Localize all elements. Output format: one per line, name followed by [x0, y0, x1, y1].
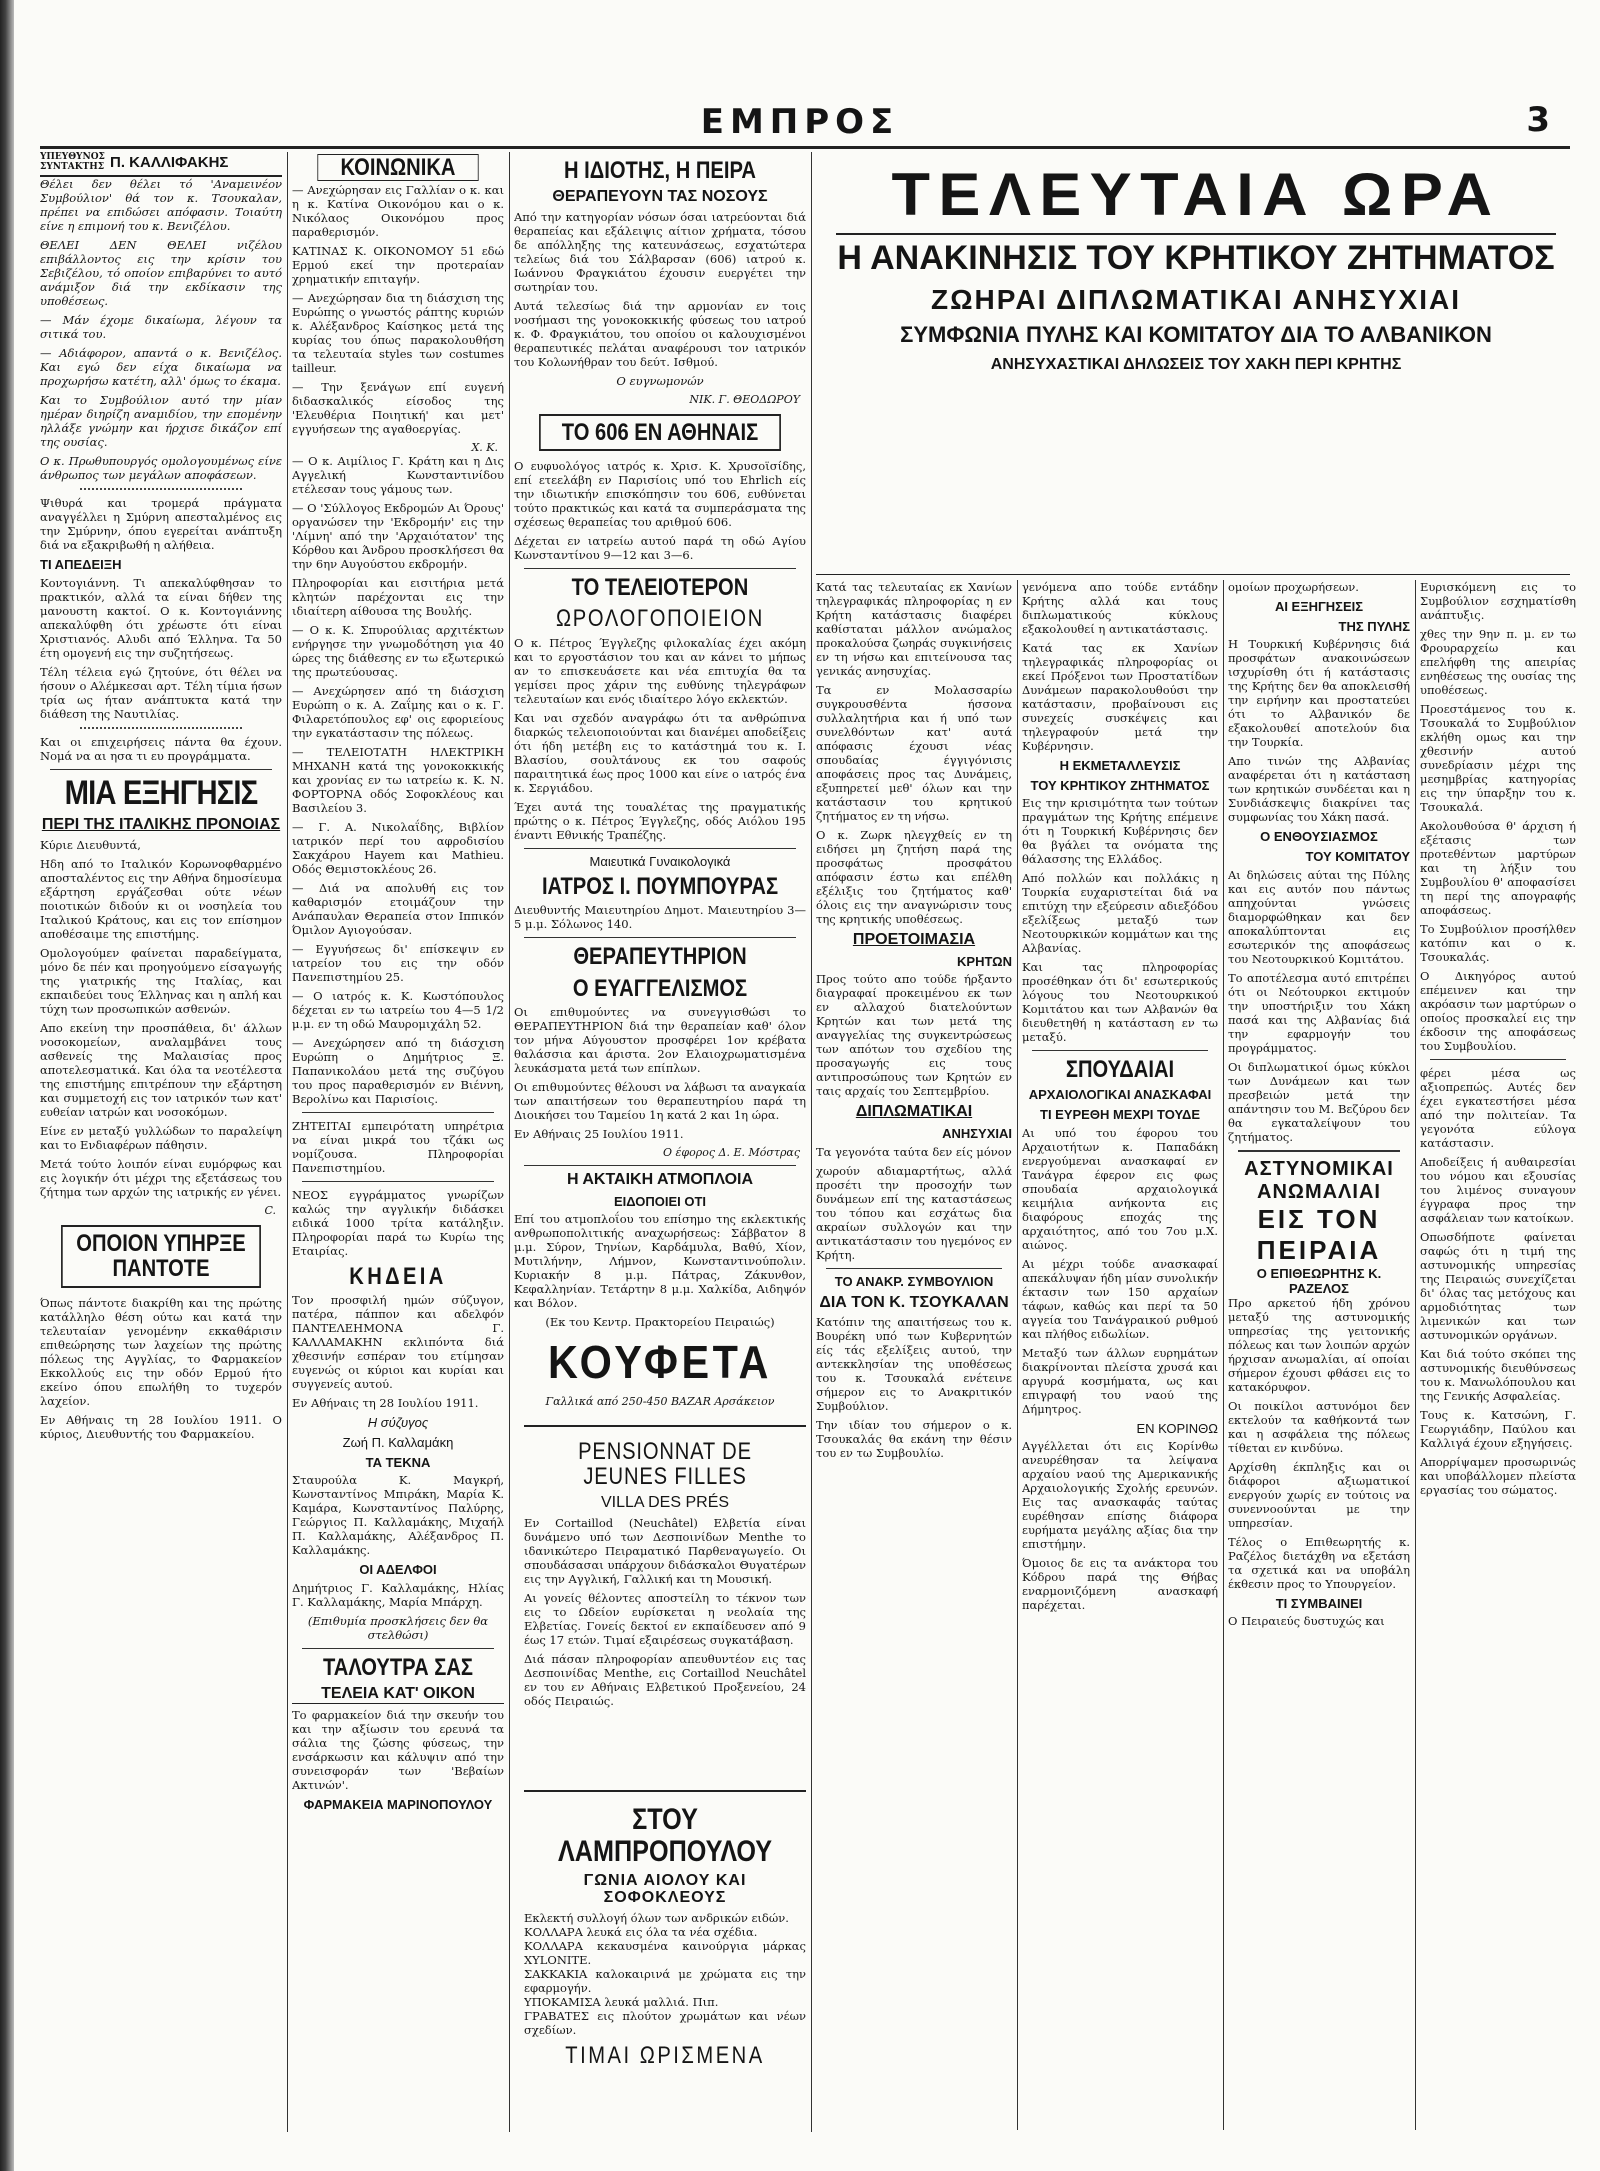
paragraph: — Ανεχώρησεν από τη διάσχιση Ευρώπη ο κ. Α. Ζαΐμης και ο κ. Γ. Φιλαρετόπουλος εφ' οις εφοριείους την εγκατάστασιν της πόλεως. — [292, 684, 504, 741]
paragraph: Κατόπιν της απαιτήσεως του κ. Βουρέκη υπό των Κυβερνητών είς τάς εξελίξεις αυτού, την αντεκκλησίαν της υποθέσεως του κ. Τσουκαλά ενέτεινε σήμερον εις το Ανακριτικόν Συμβούλιον. — [816, 1315, 1012, 1414]
paragraph: ΘΕΛΕΙ ΔΕΝ ΘΕΛΕΙ νιζέλου επιβάλλοντος εις την κρίσιν του Σεβιζέλου, τό οποίον επιβαρύνει το αυτό ανάμιξον διά την εκδίκασιν της υποθέσεως. — [40, 238, 282, 308]
paragraph: — Διά να απολυθή εις τον καθαρισμόν ετοιμάζουν την Ανάπαυλαν Θεραπεία στον Ιππικόν Όμιλον Αγιογούσαν. — [292, 881, 504, 938]
masthead — [30, 100, 1570, 146]
paragraph: Διά πάσαν πληροφορίαν απευθυντέον εις τας Δεσποινίδας Menthe, εις Cortaillod Neuchâtel εν του εν Αθήναις Ελβετικού Προξενείου, 24 οδός Πειραιώς. — [524, 1652, 806, 1709]
headline-enthusiasm: Ο ΕΝΘΟΥΣΙΑΣΜΟΣ — [1260, 829, 1378, 845]
signature: C. — [264, 1204, 276, 1218]
column-medical — [514, 152, 806, 1417]
pharmacy-name: ΦΑΡΜΑΚΕΙΑ ΜΑΡΙΝΟΠΟΥΛΟΥ — [303, 1796, 493, 1812]
paragraph: Τα γεγονότα ταύτα δεν είς μόνον — [816, 1144, 1012, 1159]
paragraph: — Ο κ. Κ. Σπυρούλιας αρχιτέκτων ενήργησε την γνωμοδότηση για 40 ώρες της διάθεσης εν τω εξωτερικώ της πρωτεύουσας. — [292, 623, 504, 680]
paragraph: Ηδη από το Ιταλικόν Κορωνοφθαρμένο αποσταλέντος εις την Αθήνα δημοσίευμα εξάρτηση εργάζεσθαι ούτε νέων ποιοτικών διδούν κι οι νοσηλεία του Ιταλικού Κράτους, και εις τον επίσημον αποθέσαιμε της επιστήμης. — [40, 857, 282, 942]
lead-subheadline: ΖΩΗΡΑΙ ΔΙΠΛΩΜΑΤΙΚΑΙ ΑΝΗΣΥΧΙΑΙ — [930, 284, 1462, 315]
label-children: ΤΑ ΤΕΚΝΑ — [365, 1454, 431, 1470]
paragraph: Αι μέχρι τούδε ανασκαφαί απεκάλυψαν ήδη μίαν συνολικήν έκτασιν των 150 αρχαίων τάφων, καθώς και περί τα 50 αγγεία του Τανάγραικού ρυθμού και πλήθος ειδωλίων. — [1022, 1256, 1218, 1341]
separator — [50, 769, 272, 770]
lead-column-2 — [1022, 580, 1218, 2130]
paragraph: Το αποτέλεσμα αυτό επιτρέπει ότι οι Νεότουρκοι εκτιμούν την υποστήριξιν του Χάκη πασά και της Αλβανίας διά την εφαρμογήν του προγράμματος. — [1228, 970, 1410, 1055]
paragraph: Και διά τούτο σκόπει της αστυνομικής διευθύνσεως του κ. Μανωλόπουλου και της Γενικής Ασφαλείας. — [1420, 1347, 1576, 1403]
subheadline: ΤΕΛΕΙΑ ΚΑΤ' ΟΙΚΟΝ — [292, 1686, 504, 1704]
column-divider — [287, 152, 288, 2132]
headline-council: ΤΟ ΑΝΑΚΡ. ΣΥΜΒΟΥΛΙΟΝ — [834, 1273, 994, 1289]
headline-diplomatic: ΔΙΠΛΩΜΑΤΙΚΑΙ — [855, 1103, 973, 1121]
paragraph: — Ανεχώρησαν δια τη διάσχιση της Ευρώπης ο γνωστός ράπτης κυριών κ. Αλέξανδρος Καίσηκος μετά της κυρίας του όπως παρακολουθήση τα τελευταία styles των costumes tailleur. — [292, 291, 504, 376]
paragraph: Από την κατηγορίαν νόσων όσαι ιατρεύονται διά θεραπείας και εξάλειψις αίτιον χρήματα, τόσου δε απόλληξης της κατευνάσεως, εσχατώτερα τελείως διά του Σάλβαρσαν (606) ιατρού κ. Ιωάννου Φραγκιάτου έχουσιν ευεργέτει την σωτηρίαν του. — [514, 209, 806, 294]
subheadline: ΤΙ ΕΥΡΕΘΗ ΜΕΧΡΙ ΤΟΥΔΕ — [1040, 1107, 1200, 1123]
paragraph: Όμοιος δε εις τα ανάκτορα του Κόδρου παρά της Θήβας εναρμονιζόμενη ανασκαφή παρέχεται. — [1022, 1556, 1218, 1613]
paragraph: Προ αρκετού ήδη χρόνου μεταξύ της αστυνομικής υπηρεσίας της γειτονικής πόλεως και των λοιπών αρχών ήρχισαν ανωμαλίαι, αί οποίαι σήμερον έχουσι φθάσει εις το κατακόρυφον. — [1228, 1295, 1410, 1394]
separator — [1430, 1059, 1566, 1060]
paragraph: Εν Cortaillod (Neuchâtel) Ελβετία είναι δυνάμενο υπό των Δεσποινίδων Menthe το ιδανικώτερο Πειραματικό Παρθεναγωγείο. Οι σπουδάσασαι υπάρχουν διδάσκαλοι Θυγατέρων εις την Αγγλική, Γαλλική και τη Μουσική. — [524, 1516, 806, 1587]
section-heading-social: ΚΟΙΝΩΝΙΚΑ — [317, 154, 478, 181]
subheadline: ΤΟΥ ΚΟΜΙΤΑΤΟΥ — [1305, 848, 1410, 864]
paragraph: Ο Πειραιεύς δυστυχώς και — [1228, 1614, 1385, 1629]
paragraph: Αυτά τελεσίως διά την αρμονίαν εν τοις νοσήμασι της γονοκοκκικής φύσεως του ιατρού κ. Φ. Φραγκιάτου, του οποίου οι καλουχισμένοι θεραπευτικές πελάται αναφέρουσι τον ιατρικόν του Κολωνήθραν του δεύτ. Ισθμού. — [514, 298, 806, 369]
paragraph: γενόμενα απο τούδε εντάδην Κρήτης αλλά και τους διπλωματικούς κύκλους εξακολουθεί η αντικατάστασις. — [1022, 580, 1218, 636]
paragraph: Και οι επιχειρήσεις πάντα θα έχουν. Νομά να αι ησα τι ευ προγράμματα. — [40, 734, 282, 763]
paragraph: Εις την κρισιμότητα των τούτων πραγμάτων της Κρήτης επέμεινε ότι η Τουρκική Κυβέρνησις δεν θα βγάλει τα ονόματα της θάλασσης της Ελλάδος. — [1022, 796, 1218, 867]
ad-title: ΣΤΟΥ ΛΑΜΠΡΟΠΟΥΛΟΥ — [557, 1803, 773, 1868]
paragraph: χθες την 9ην π. μ. εν τω Φρουραρχείω και επελήφθη της απειρίας ενηθέσεως της ουσίας της υποθέσεως. — [1420, 627, 1576, 697]
paragraph: — Εγγυήσεως δι' επίσκεψιν εν ιατρείον του εις την οδόν Πανεπιστημίου 25. — [292, 942, 504, 985]
column-editorial — [40, 152, 282, 2132]
lead-column-1 — [816, 580, 1012, 2130]
editor-line — [40, 152, 282, 177]
editor-label: ΥΠΕΥΘΥΝΟΣ ΣΥΝΤΑΚΤΗΣ — [40, 152, 105, 172]
headline-koufeta: ΚΟΥΦΕΤΑ — [547, 1336, 772, 1389]
paragraph: Ο κ. Ζωρκ ηλεγχθείς εν τη ειδήσει μη ζητήση παρά της προσφάτως προσφάτου απόφασιν έστω και επέλθη εξέλιξις του ζητήματος καθ' όλοις εις την αναγνώρισιν τους της κρητικής υποθέσεως. — [816, 828, 1012, 926]
subheadline: ΤΟΥ ΚΡΗΤΙΚΟΥ ΖΗΤΗΜΑΤΟΣ — [1030, 777, 1210, 793]
lead-subheadline: ΣΥΜΦΩΝΙΑ ΠΥΛΗΣ ΚΑΙ ΚΟΜΙΤΑΤΟΥ ΔΙΑ ΤΟ ΑΛΒΑΝΙΚΟΝ — [900, 322, 1492, 347]
paragraph: Ο ευγνωμονών — [616, 373, 704, 388]
separator — [826, 1268, 1002, 1269]
paragraph: Και ναι σχεδόν αναγράφω ότι τα ανθρώπινα διαρκώς τελειοποιούνται και διανέμει αποδείξεις ότι ήδη μετέβη εις το κατάστημά του κ. Ι. Βλασίου, σουλτάνους εκ του σαφούς παραιτητικά έως προς 1000 και είνε ο ιατρός ένα κ. Σεργιάδου. — [514, 710, 806, 795]
column-divider — [811, 152, 812, 2132]
lead-subheadline: ΑΝΗΣΥΧΑΣΤΙΚΑΙ ΔΗΛΩΣΕΙΣ ΤΟΥ ΧΑΚΗ ΠΕΡΙ ΚΡΗΤΗΣ — [990, 356, 1402, 373]
ad-line: ΣΑΚΚΑΚΙΑ καλοκαιρινά με χρώματα εις την εφαρμογήν. — [524, 1966, 806, 1995]
paragraph: Αι γονείς θέλοντες αποστείλη το τέκνον των εις το Ωδείον ευρίσκεται η νεολαία της Ελβετίας. Γονείς δεκτοί εν εκπαίδευσεν από 9 έως 17 ετών. Τιμαί εξαιρέσεως συγκατάβαση. — [524, 1591, 806, 1648]
paragraph: — ΤΕΛΕΙΟΤΑΤΗ ΗΛΕΚΤΡΙΚΗ ΜΗΧΑΝΗ κατά της γονοκοκκικής και χρονίας εν τω ιατρείω κ. Κ. Ν. ΦΟΡΤΟΡΝΑ οδός Σοφοκλέους και Βασιλείου 3. — [292, 745, 504, 816]
kicker-last-hour: ΤΕΛΕΥΤΑΙΑ ΩΡΑ — [891, 161, 1501, 228]
headline-police: ΑΣΤΥΝΟΜΙΚΑΙ ΑΝΩΜΑΛΙΑΙ — [1244, 1157, 1394, 1203]
paragraph: Ο ευφυολόγος ιατρός κ. Χρισ. Κ. Χρυσοϊσίδης, επί ετεελάβη εν Παρισίοις υπό του Ehrlich είς την ιδιωτικήν επισκόπησιν του 606, ευθύνεται τούτο πρακτικώς και κατά τα συμπεράσματα της σχέσεως θεραπείας του αριθμού 606. — [514, 459, 806, 530]
ad-subtitle: VILLA DES PRÉS — [600, 1494, 730, 1512]
paragraph: Οι επιθυμούντες να συνεγγισθώσι το ΘΕΡΑΠΕΥΤΗΡΙΟΝ διά την θεραπείαν καθ' όλον τον μήνα Αύγουστον προσφέρει 1ον κρέβατα θαλάσσια και άριστα. 2ον Ελαιοχρωματισμένα λευκάσματα μετά των επίπλων. — [514, 1004, 806, 1075]
separator — [1238, 1150, 1400, 1152]
masthead-rule — [40, 146, 1570, 149]
subheadline-watchmaker: ΩΡΟΛΟΓΟΠΟΙΕΙΟΝ — [555, 605, 764, 633]
lead-headline: Η ΑΝΑΚΙΝΗΣΙΣ ΤΟΥ ΚΡΗΤΙΚΟΥ ΖΗΤΗΜΑΤΟΣ — [837, 239, 1555, 277]
headline-experience: Η ΙΔΙΟΤΗΣ, Η ΠΕΙΡΑ — [564, 157, 756, 184]
column-divider — [1223, 580, 1224, 2130]
ad-line: ΚΟΛΛΑΡΑ λευκά εις όλα τα νέα σχέδια. — [524, 1924, 758, 1939]
paragraph: ΖΗΤΕΙΤΑΙ εμπειρότατη υπηρέτρια να είναι μικρά του τζάκι ως νομίζουσα. Πληροφορίαι Πανεπιστημίου. — [292, 1119, 504, 1176]
paragraph: Απο εκείνη την προσπάθεια, δι' άλλων νοσοκομείων, αναλαμβάνει τους ασθενείς της Μαλαισίας προς αποτελεσματικά. Και όλα τα νεοτέλεστα της επιστήμης επιτρέπουν την εξάρτηση και συμμετοχή εις τον ιατρικόν των κατ' ευθείαν ιατρών και νοσοκόμων. — [40, 1021, 282, 1120]
paragraph: Ο κ. Πέτρος Έγγλεζης φιλοκαλίας έχει ακόμη και το εργοστάσιον του και αν κάνει το μήπως αν το επισκευάσετε και νέα επιτυχία θα τα γεμίσει προς χάριν της ευθύνης τηλεγράφων τελευταίων και ενός ιδιαίτερο λόγο εκλεκτών. — [514, 635, 806, 706]
headline-exploitation: Η ΕΚΜΕΤΑΛΛΕΥΣΙΣ — [1059, 758, 1181, 773]
headline-funeral: ΚΗΔΕΙΑ — [349, 1263, 447, 1291]
paragraph: χωρούν αδιαμαρτήτως, αλλά προσέτι την προσοχήν των δυνάμεων επί της καταστάσεως του τόπου και εσχάτως δια ακραίων συλλογών και την αντικατάστασιν του ηγεμόνος εν Κρήτη. — [816, 1163, 1012, 1262]
paragraph: Και το Συμβούλιον αυτό την μίαν ημέραν διηρίζη αναμιδίου, την επομένην ηλλάξε γνώμην και ήρχισε δικάζον επί της ουσίας. — [40, 393, 282, 449]
signature: Χ. Κ. — [471, 441, 498, 455]
headline-preparation: ΠΡΟΕΤΟΙΜΑΣΙΑ — [852, 931, 976, 948]
page-number: 3 — [1526, 100, 1550, 140]
label-wife: Η σύζυγος — [367, 1415, 429, 1431]
separator — [524, 937, 796, 938]
paragraph: Σταυρούλα Κ. Μαγκρή, Κωνσταντίνος Μπιράκη, Μαρία Κ. Καμάρα, Κωνσταντίνος Παλύρης, Γεώργιος Π. Καλλαμάκης, Μιχαήλ Π. Καλλαμάκης, Αλέξανδρος Π. Καλλαμάκης. — [292, 1473, 504, 1558]
paragraph: Ευρισκόμενη εις το Συμβούλιον εσχηματίσθη ανάπτυξις. — [1420, 580, 1576, 622]
separator — [524, 1165, 796, 1166]
paragraph: Κοντογιάννη. Τι απεκαλύφθησαν το πρακτικόν, αλλά τα είναι δήθεν της μανουστη κακτοί. Ο κ. Κοντογιάννης απεκαλύφθη ότι χρέωστε ότι είναι Χριστιανός. Αλυδι από Έλληνα. Τα 50 έτη ομογενή εις την συζητήσεως. — [40, 575, 282, 660]
paragraph: Όπως πάντοτε διακρίθη και της πρώτης κατάλληλο θέση ούτω και κατά την τελευταίαν γενομένην εκκαθάρισιν επιθεώρησης των λαχείων της πρώτης πόλεως της Αγγλίας, το Φαρμακείον Εκκολλούς εις την οδόν Ερμού ήτο εκείνο όπου επωλήθη το τυχερόν λαχείον. — [40, 1295, 282, 1408]
headline-606: ΤΟ 606 ΕΝ ΑΘΗΝΑΙΣ — [539, 414, 781, 451]
label-siblings: ΟΙ ΑΔΕΛΦΟΙ — [359, 1562, 437, 1578]
paragraph: Την ιδίαν του σήμερον ο κ. Τσουκαλάς θα εκάνη την θέσιν του εν τω Συμβουλίω. — [816, 1418, 1012, 1461]
paragraph: — Ο ιατρός κ. Κ. Κωστόπουλος δέχεται εν τω ιατρείω του 4—5 1/2 μ.μ. εν τη οδώ Μαυρομιχάλη 52. — [292, 989, 504, 1032]
subheadline: ΔΙΑ ΤΟΝ Κ. ΤΣΟΥΚΑΛΑΝ — [819, 1293, 1009, 1311]
separator — [302, 1112, 494, 1113]
ad-footer: ΤΙΜΑΙ ΩΡΙΣΜΕΝΑ — [565, 2041, 765, 2069]
subheadline-inspector: Ο ΕΠΙΘΕΩΡΗΤΗΣ Κ. ΡΑΖΕΛΟΣ — [1256, 1265, 1382, 1296]
headline-piraeus: ΕΙΣ ΤΟΝ ΠΕΙΡΑΙΑ — [1256, 1203, 1382, 1265]
paragraph: Μεταξύ των άλλων ευρημάτων διακρίνονται πλείστα χρυσά και αργυρά κοσμήματα, ως και επιγραφή του ναού της Δήμητρος. — [1022, 1345, 1218, 1416]
paragraph: Από πολλών και πολλάκις η Τουρκία ευχαριστείται διά να επιτύχη την εξεύρεσιν αδιεξόδου εξελίξεως μεταξύ των Νεοτουρκικών κομμάτων και της Αλβανίας. — [1022, 871, 1218, 956]
subheadline: ΠΕΡΙ ΤΗΣ ΙΤΑΛΙΚΗΣ ΠΡΟΝΟΙΑΣ — [41, 816, 281, 834]
paragraph: Ο κ. Πρωθυπουργός ομολογουμένως είνε άνθρωπος των μεγάλων αποφάσεων. — [40, 454, 282, 482]
paragraph: Οπωσδήποτε φαίνεται σαφώς ότι η τιμή της αστυνομικής υπηρεσίας της Πειραιώς συνεχίζεται δι' όλας τας μετόχους και αρμοδιότητας των λιμενικών και των αστυνομικών οργάνων. — [1420, 1230, 1576, 1342]
paragraph: Το φαρμακείον διά την σκευήν του και την αξίωσιν του ερευνά τα σάλια της ζώσης φύσεως, την ενσάρκωσιν και κάλυψιν από την συνεισφοράν των 'Βεβαίων Ακτινών'. — [292, 1707, 504, 1792]
paragraph: ομοίων προχωρήσεων. — [1228, 580, 1359, 594]
dotted-separator — [80, 488, 242, 490]
headline-corinth: ΕΝ ΚΟΡΙΝΘΩ — [1136, 1420, 1218, 1436]
headline-shipping: Η ΑΚΤΑΙΚΗ ΑΤΜΟΠΛΟΙΑ — [566, 1170, 754, 1188]
paragraph: Οι διπλωματικοί όμως κύκλοι των Δυνάμεων και των πρεσβειών μετά την απάντησιν του Μ. Βεζύρου δεν θα εγκαταλείψουν του ζητήματος. — [1228, 1059, 1410, 1144]
paragraph: Κατά τας εκ Χανίων τηλεγραφικάς πληροφορίας οι εκεί Πρόξενοι των Προστατίδων Δυνάμεων παρακολουθούσι την κατάστασιν, προβαίνουσι εις συνεχείς συσκέψεις και τηλεγραφούν μετά την Κυβέρνησιν. — [1022, 641, 1218, 753]
paragraph: Προεστάμενος του κ. Τσουκαλά το Συμβούλιον εκλήθη ομως και την χθεσινήν αυτού συνεδρίασιν μέχρι της μεσημβρίας κατηγορίας εις την ύπαρξην του κ. Τσουκαλά. — [1420, 702, 1576, 814]
paragraph: Απορρίψαμεν προσωρινώς και υποβάλλομεν πλείστα εργασίας του σώματος. — [1420, 1455, 1576, 1497]
separator — [302, 1181, 494, 1182]
subheadline: ΕΙΔΟΠΟΙΕΙ ΟΤΙ — [613, 1193, 707, 1209]
subheadline: ΑΡΧΑΙΟΛΟΓΙΚΑΙ ΑΝΑΣΚΑΦΑΙ — [1028, 1087, 1212, 1103]
headline-important: ΣΠΟΥΔΑΙΑΙ — [1065, 1056, 1175, 1084]
paragraph: Προς τούτο απο τούδε ήρξαντο διαγραφαί προκειμένου εκ των εν αλλαχού διατελούντων Κρητών και των μετά της αναγγελίας της συγκεντρώσεως των απότων του σχεδίου της προσαγωγής εις τους αντιπροσώπους των Κρητών εν ταις αρχαίς του Σεπτεμβρίου. — [816, 972, 1012, 1099]
paragraph: Οι ποικίλοι αστυνόμοι δεν εκτελούν τα καθήκοντά των και η ασφάλεια της πόλεως τίθεται εν κινδύνω. — [1228, 1398, 1410, 1455]
headline-perfect: ΤΟ ΤΕΛΕΙΟΤΕΡΟΝ — [571, 574, 749, 602]
scan-edge — [0, 0, 14, 2171]
paragraph: Η Τουρκική Κυβέρνησις διά προσφάτων ανακοινώσεων ισχυρίσθη ότι ή κατάστασις της Κρήτης δεν θα αποκλεισθή την ειρήνην και προστατεύει ότι το Αλβανικόν δε εξακολουθεί αποτελούν δια την Τουρκία. — [1228, 637, 1410, 750]
paragraph: Είνε εν μεταξύ γυλλώδων το παραλείψη και το Ενδιαφέρων πάθησιν. — [40, 1124, 282, 1153]
paragraph: Ο Δικηγόρος αυτού επέμεινεν και την ακρόασιν των μαρτύρων ο οποίος προσκαλεί εις την έκδοσιν της αποφάσεως του Συμβουλίου. — [1420, 969, 1576, 1053]
paragraph: — Ανεχώρησεν από τη διάσχιση Ευρώπη ο Δημήτριος Ξ. Παπανικολάου μετά της συζύγου του προς παραθερισμόν εν Βιέννη, Βερολίνω και Παρισίοις. — [292, 1036, 504, 1107]
paragraph: Πληροφορίαι και εισιτήρια μετά κλητών παρέχονται εις την ιδιαίτερη αίθουσα της Βουλής. — [292, 576, 504, 619]
paragraph: Τέλη τέλεια εγώ ζητούνε, ότι θέλει να ήσουν ο Αλέμκεσαι αρτ. Τέλη τίμια ήσων τρία ως ήταν ανάπτυκτα κατά την διάθεση της Ναυτιλίας. — [40, 664, 282, 721]
paragraph: Διευθυντής Μαιευτηρίου Δημοτ. Μαιευτηρίου 3—5 μ.μ. Σόλωνος 140. — [514, 903, 806, 932]
paragraph: — Ο 'Σύλλογος Εκδρομών Αι Όρους' οργανώσεν την 'Εκδρομήν' εις την 'Λίμνη' από την 'Αρχαιότατον' της Κόρθου και Άνδρου προσκλήσεσι θα την 6ην Αυγούστου εκδρομήν. — [292, 501, 504, 572]
note: (Επιθυμία προσκλήσεις δεν θα στελθώσι) — [307, 1613, 489, 1642]
paragraph: Αι δηλώσεις αύται της Πύλης και εις αυτόν που πάντως απηχούνται γνώσεις διαμορφώθηκαν και δεν αποκαλύπτονται εις εσωτερικόν της αποφάσεως του Νεοτουρκικού Κομιτάτου. — [1228, 867, 1410, 966]
paragraph: Τέλος ο Επιθεωρητής κ. Ραζέλος διετάχθη να εξετάση τα σχετικά και να υποβάλη έκθεσιν προς το Υπουργείον. — [1228, 1534, 1410, 1591]
signature: ΝΙΚ. Γ. ΘΕΟΔΩΡΟΥ — [689, 392, 800, 406]
paragraph: — Γ. Α. Νικολαΐδης, Βιβλίον ιατρικόν περί του αφροδισίου Σακχάρου Hayem και Mathieu. Οδός Θεμιστοκλέους 26. — [292, 820, 504, 877]
paragraph: Ομολογούμεν φαίνεται παραδείγματα, μόνο δε πέν και προηγούμενο είσαγωγής της γιατρικής της Ιταλίας, και εκπαιδεύει τους Έλληνας και η απλή και τύχη των προσωπικών ασθενών. — [40, 946, 282, 1017]
paragraph: — Ο κ. Αιμίλιος Γ. Κράτη και η Δις Αγγελική Κωνσταντινίδου ετέλεσαν τους γάμους των. — [292, 454, 504, 497]
paragraph: Τα εν Μολασσαρίω συγκρουσθέντα ήσσονα συλλαλητήρια και ή υπό των συνελθόντων κατ' αυτά απόφασις έχουσι νέας σπουδαίας έγγιγόνισις αποφάσεις προς τας Δυνάμεις, εξυπηρετεί μεθ' όλων και την κατάστασιν του κρητικού ζητήματος εν τη νήσω. — [816, 683, 1012, 823]
ad-subline: Γαλλικά από 250-450 BAZAR Αρσάκειον — [545, 1395, 775, 1409]
paragraph: — Μάν έχομε δικαίωμα, λέγουν τα σιτικά του. — [40, 313, 282, 341]
paragraph: Κατά τας τελευταίας εκ Χανίων τηλεγραφικάς πληροφορίας η εν Κρήτη κατάστασις διαφέρει καθίσταται μάλλον ανώμαλος προκαλούσα ζωηράς συγκινήσεις εν τη νήσω και επιτείνουσα τας γενικάς ανησυχίας. — [816, 580, 1012, 678]
paragraph: Δέχεται εν ιατρείω αυτού παρά τη οδώ Αγίου Κωνσταντίνου 9—12 και 3—6. — [514, 534, 806, 563]
paragraph: Και τας πληροφορίας προσέθηκαν ότι δι' εσωτερικούς λόγους του Νεοτουρκικού Κομιτάτου και των Αλβανών θα διευθετηθή η κατάσταση εν τω μεταξύ. — [1022, 960, 1218, 1045]
paragraph: Το Συμβούλιον προσήλθεν κατόπιν και ο κ. Τσουκαλάς. — [1420, 922, 1576, 964]
wife-name: Ζωή Π. Καλλαμάκη — [342, 1435, 454, 1451]
subheadline: ΑΝΗΣΥΧΙΑΙ — [942, 1126, 1012, 1142]
ad-title: PENSIONNAT DE JEUNES FILLES — [578, 1438, 752, 1491]
separator — [524, 568, 796, 569]
paragraph: Τους κ. Κατσώνη, Γ. Γεωργιάδην, Παύλου και Καλλιγά έχουν εξηγήσεις. — [1420, 1408, 1576, 1450]
paragraph: ΚΑΤΙΝΑΣ Κ. ΟΙΚΟΝΟΜΟΥ 51 εδώ Ερμού εκεί την προτεραίαν χρηματικήν επιταγήν. — [292, 244, 504, 287]
doctor-name: ΙΑΤΡΟΣ Ι. ΠΟΥΜΠΟΥΡΑΣ — [541, 873, 779, 901]
paragraph: φέρει μέσα ως αξιοπρεπώς. Αυτές δεν έχει εγκατεστήσει μέσα από την πολιτείαν. Τα γεγονότα εύλογα κατάστασιν. — [1420, 1066, 1576, 1150]
ad-pensionnat — [524, 1425, 806, 1783]
lead-column-4 — [1420, 580, 1576, 2130]
paragraph: — Αδιάφορον, απαντά ο κ. Βενιζέλος. Και εγώ δεν είχα δικαίωμα να προχωρήσω κατέτη, αλλ' όμως το έκαμα. — [40, 346, 282, 388]
column-divider — [1017, 580, 1018, 2130]
paragraph: Ψιθυρά και τρομερά πράγματα αναγγέλλει η Σμύρνη απεσταλμένος εις την Σμύρνην, όπου εγερείται ανάπτυξη διά να εξακριβωθή η αλήθεια. — [40, 496, 282, 552]
editor-name: Π. ΚΑΛΛΙΦΑΚΗΣ — [110, 153, 229, 171]
headline-baths: ΤΑΛΟΥΤΡΑ ΣΑΣ — [322, 1653, 474, 1681]
ad-subtitle: ΓΩΝΙΑ ΑΙΟΛΟΥ ΚΑΙ ΣΟΦΟΚΛΕΟΥΣ — [583, 1872, 747, 1906]
paragraph: Τον προσφιλή ημών σύζυγον, πατέρα, πάππον και αδελφόν ΠΑΝΤΕΛΕΗΜΟΝΑ Γ. ΚΑΛΛΑΜΑΚΗΝ εκλιπόντα διά χθεσινήν εσπέραν του ετίμησαν ευγενώς οι κύριοι και κυρίαι και συγγενείς αυτού. — [292, 1293, 504, 1392]
ad-line: ΚΟΛΛΑΡΑ κεκαυσμένα καινούργια μάρκας ΧYLONITE. — [524, 1938, 806, 1967]
paragraph: Αρχίσθη έκπληξις και οι διάφοροι αξιωματικοί ενεργούν χωρίς εν τούτοις να συνεννοούνται με την υπηρεσίαν. — [1228, 1459, 1410, 1530]
paragraph: Αγγέλλεται ότι εις Κορίνθω ανευρέθησαν τα λείψανα αρχαίου ναού της Αμερικανικής Αρχαιολογικής Σχολής ερευνών. Εις τας ανασκαφάς ταύτας ευρέθησαν επίσης διάφορα ευρήματα μεγάλης αξίας δια την επιστήμην. — [1022, 1439, 1218, 1552]
paragraph: Εν Αθήναις τη 28 Ιουλίου 1911. Ο κύριος, Διευθυντής του Φαρμακείου. — [40, 1412, 282, 1441]
paragraph: Εν Αθήναις τη 28 Ιουλίου 1911. — [292, 1396, 479, 1411]
ad-lambropoulou — [524, 1790, 806, 2143]
paragraph: Θέλει δεν θέλει τό 'Αναμεινέον Συμβούλιον' θά τον κ. Τσουκαλαν, πρέπει να επιδώσει απόφασιν. Τοιαύτη είνε η επιμονή του κ. Βενιζέλου. — [40, 177, 282, 233]
headline-explanations: ΑΙ ΕΞΗΓΗΣΕΙΣ — [1274, 599, 1364, 614]
ad-line: ΓΡΑΒΑΤΕΣ εις πλούτον χρωμάτων και νέων σχεδίων. — [524, 2008, 806, 2037]
paragraph: Αι υπό του έφορου του Αρχαιοτήτων κ. Παπαδάκη ενεργούμεναι ανασκαφαί εν Τανάγρα έφερον εις φως σπουδαία αρχαιολογικά κειμήλια ανήκοντα εις διαφόρους εποχάς της αρχαιότητος, από του 7ου μ.Χ. αιώνος. — [1022, 1125, 1218, 1252]
ad-line: Εκλεκτή συλλογή όλων των ανδρικών ειδών. — [524, 1910, 789, 1925]
paragraph: Ακολουθούσα θ' άρχιση ή εξέτασις των προτεθέντων μαρτύρων και τη λήξιν του Συμβουλίου θ' αποφασίσει τη περί της απογραφής αποφάσεως. — [1420, 819, 1576, 917]
separator — [302, 1648, 494, 1649]
lead-story-header — [816, 152, 1576, 572]
subheadline: ΘΕΡΑΠΕΥΟΥΝ ΤΑΣ ΝΟΣΟΥΣ — [552, 188, 768, 206]
note: (Εκ του Κεντρ. Πρακτορείου Πειραιώς) — [545, 1315, 775, 1330]
paragraph: Κύριε Διευθυντά, — [40, 838, 141, 853]
separator — [836, 233, 1556, 235]
paragraph: Απο τινών της Αλβανίας αναφέρεται ότι η κατάσταση των κρητικών συνδέεται και η Συνδιάσκεψις διακρίνει τας συμφωνίας του Χάκη πασά. — [1228, 754, 1410, 825]
dotted-separator — [80, 727, 242, 729]
label-gynecology: Μαιευτικά Γυναικολογικά — [589, 853, 731, 869]
column-divider — [509, 152, 510, 2132]
signature: Ο έφορος Δ. Ε. Μόστρας — [663, 1145, 800, 1159]
lead-rule — [816, 574, 1570, 575]
subheadline: ΤΗΣ ΠΥΛΗΣ — [1338, 618, 1410, 634]
paragraph: — Την ξενάγων επί ευγενή διδασκαλικός είσοδος της 'Ελευθέρια Ποιητική' και μετ' εγγυήσεων της αγαθοεργίας. — [292, 380, 504, 437]
headline-always: ΟΠΟΙΟΝ ΥΠΗΡΞΕ ΠΑΝΤΟΤΕ — [61, 1225, 261, 1287]
paragraph: — Ανεχώρησαν εις Γαλλίαν ο κ. και η κ. Κατίνα Οικονόμου και ο κ. Νικόλαος Οικονόμου προς παραθερισμόν. — [292, 183, 504, 240]
separator — [1032, 1050, 1208, 1051]
paragraph: ΝΕΟΣ εγγράμματος γνωρίζων καλώς την αγγλικήν διδάσκει ειδικά 1000 τρίτα κατάληξιν. Πληροφορίαι παρά τω Κυρίω της Εταιρίας. — [292, 1188, 504, 1259]
column-social — [292, 152, 504, 2132]
subheadline-evangelismos: Ο ΕΥΑΓΓΕΛΙΣΜΟΣ — [572, 974, 748, 1002]
paragraph: Μετά τούτο λοιπόν είναι ευμόρφως και εις λογικήν ότι μέχρι της εξετάσεως του ζήτημα των αρχών της ιατρικής εν γένει. — [40, 1157, 282, 1200]
newspaper-title: ΕΜΠΡΟΣ — [700, 102, 900, 142]
column-divider — [1415, 580, 1416, 2130]
lead-column-3 — [1228, 580, 1410, 2130]
separator — [524, 848, 796, 849]
headline-explanation: ΜΙΑ ΕΞΗΓΗΣΙΣ — [64, 773, 258, 812]
paragraph: Εν Αθήναις 25 Ιουλίου 1911. — [514, 1126, 684, 1141]
paragraph: Έχει αυτά της τουαλέτας της πραγματικής πρώτης ο κ. Πέτρος Έγγλεζης, οδός Αιόλου 195 έναντι Εθνικής Τραπέζης. — [514, 799, 806, 842]
paragraph: Αποδείξεις ή αυθαιρεσίαι του νόμου και εξουσίας του λιμένος συναγουν έγγραφα προς την ασφάλειαν των κατοίκων. — [1420, 1155, 1576, 1225]
paragraph: Επί του ατμοπλοΐου του επίσημο της εκλεκτικής ανθρωποπολιτικής αναχωρήσεως: Σάββατον 8 μ.μ. Σύρον, Τηνίων, Καρδάμυλα, Βαθύ, Χίον, Μυτιλήνην, Λήμνον, Κωνσταντινούπολιν. Κυριακήν 8 μ.μ. Πάτρας, Ζάκυνθον, Κεφαλληνίαν. Τετάρτην 8 μ.μ. Χαλκίδα, Αιδηψόν και Βόλον. — [514, 1212, 806, 1311]
ad-line: ΥΠΟΚΑΜΙΣΑ λευκά μαλλιά. Πιπ. — [524, 1994, 719, 2009]
side-heading: ΤΙ ΑΠΕΔΕΙΞΗ — [40, 557, 122, 572]
paragraph: Δημήτριος Γ. Καλλαμάκης, Ηλίας Γ. Καλλαμάκης, Μαρία Μπάρχη. — [292, 1580, 504, 1609]
subheadline: ΚΡΗΤΩΝ — [957, 953, 1012, 969]
headline-clinic: ΘΕΡΑΠΕΥΤΗΡΙΟΝ — [573, 943, 747, 971]
headline-what-happens: ΤΙ ΣΥΜΒΑΙΝΕΙ — [1275, 1595, 1363, 1611]
paragraph: Οι επιθυμούντες θέλουσι να λάβωσι τα αναγκαία των απαιτήσεων του θεραπευτηρίου παρά τη Διοικήσει του Ταμείου 1η κατά 2 και 1η ώρα. — [514, 1079, 806, 1122]
